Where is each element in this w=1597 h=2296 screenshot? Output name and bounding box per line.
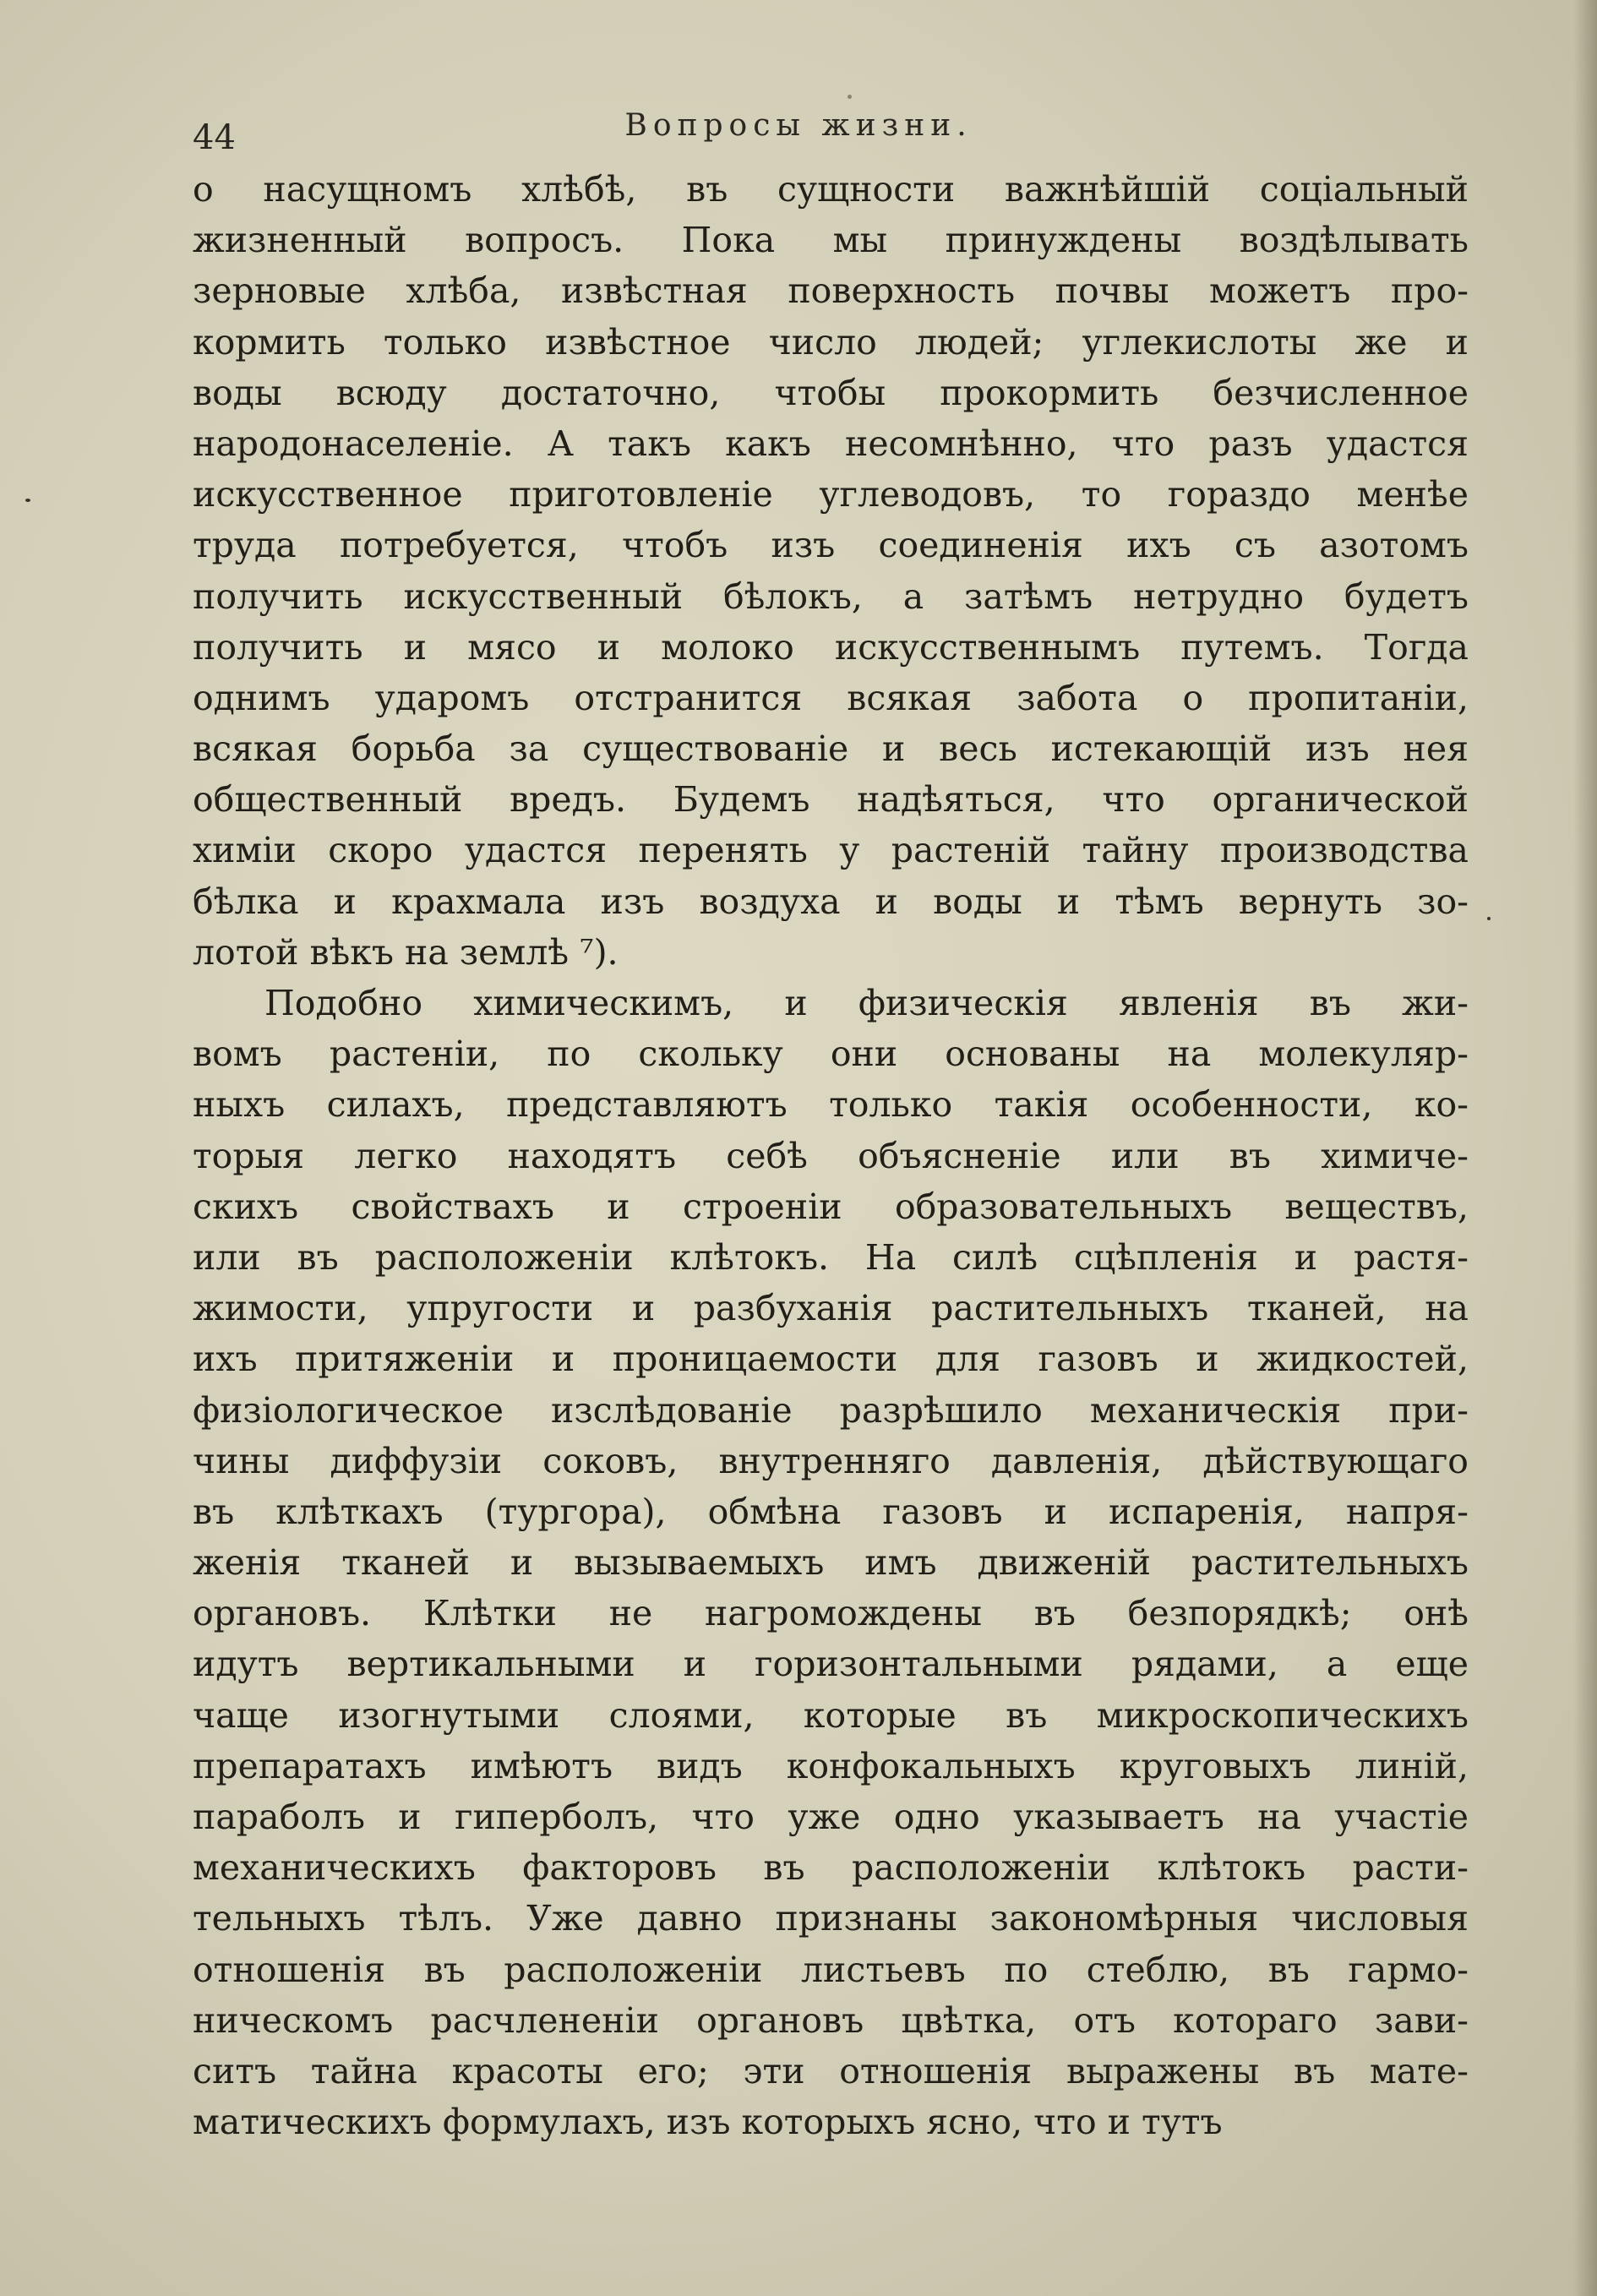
text-line: ситъ тайна красоты его; эти отношенія выражены въ мате-	[193, 2050, 1469, 2091]
text-line: торыя легко находятъ себѣ объясненіе или въ химиче-	[193, 1135, 1469, 1176]
text-line: искусственное приготовленіе углеводовъ, то гораздо менѣе	[193, 474, 1469, 515]
text-line: Подобно химическимъ, и физическія явленія въ жи-	[264, 983, 1469, 1023]
text-line: матическихъ формулахъ, изъ которыхъ ясно, что и тутъ	[193, 2102, 1223, 2143]
text-line: въ клѣткахъ (тургора), обмѣна газовъ и испаренія, напря-	[193, 1491, 1469, 1532]
body-text	[193, 164, 1469, 2147]
text-line: физіологическое изслѣдованіе разрѣшило механическія при-	[193, 1389, 1469, 1431]
text-line: народонаселеніе. А такъ какъ несомнѣнно, что разъ удастся	[193, 423, 1469, 464]
text-line: ныхъ силахъ, представляютъ только такія особенности, ко-	[193, 1084, 1469, 1126]
text-line: лотой вѣкъ на землѣ ⁷).	[193, 931, 619, 973]
running-title: Вопросы жизни.	[624, 108, 973, 143]
text-line: чины диффузіи соковъ, внутренняго давленія, дѣйствующаго	[193, 1440, 1469, 1481]
text-line: зерновые хлѣба, извѣстная поверхность почвы можетъ про-	[193, 270, 1469, 312]
text-line: однимъ ударомъ отстранится всякая забота о пропитаніи,	[193, 677, 1469, 718]
ink-speck	[848, 95, 852, 99]
paragraph-1	[193, 164, 1469, 978]
page-edge-shadow	[1573, 0, 1597, 2296]
text-line: органовъ. Клѣтки не нагромождены въ безпорядкѣ; онѣ	[193, 1593, 1469, 1634]
text-line: кормить только извѣстное число людей; углекислоты же и	[193, 321, 1469, 363]
text-line: труда потребуется, чтобъ изъ соединенія ихъ съ азотомъ	[193, 525, 1469, 566]
text-line: получить искусственный бѣлокъ, а затѣмъ нетрудно будетъ	[193, 575, 1469, 617]
text-line: воды всюду достаточно, чтобы прокормить безчисленное	[193, 372, 1469, 413]
text-line: ническомъ расчлененіи органовъ цвѣтка, отъ котораго зави-	[193, 1999, 1469, 2041]
text-line: общественный вредъ. Будемъ надѣяться, что органической	[193, 779, 1469, 821]
text-line: жимости, упругости и разбуханія растительныхъ тканей, на	[193, 1288, 1469, 1329]
text-line: чаще изогнутыми слоями, которые въ микроскопическихъ	[193, 1694, 1469, 1736]
text-line: скихъ свойствахъ и строеніи образовательныхъ веществъ,	[193, 1186, 1469, 1227]
text-line: тельныхъ тѣлъ. Уже давно признаны закономѣрныя числовыя	[193, 1898, 1469, 1939]
text-line: химіи скоро удастся перенять у растеній тайну производства	[193, 830, 1469, 871]
text-line: вомъ растеніи, по скольку они основаны на молекуляр-	[193, 1033, 1469, 1075]
text-line: получить и мясо и молоко искусственнымъ путемъ. Тогда	[193, 626, 1469, 668]
text-line: параболъ и гиперболъ, что уже одно указываетъ на участіе	[193, 1797, 1469, 1837]
text-line: механическихъ факторовъ въ расположеніи клѣтокъ расти-	[193, 1847, 1469, 1889]
text-line: или въ расположеніи клѣтокъ. На силѣ сцѣпленія и растя-	[193, 1236, 1469, 1278]
text-line: жизненный вопросъ. Пока мы принуждены воздѣлывать	[193, 220, 1469, 261]
text-line: о насущномъ хлѣбѣ, въ сущности важнѣйшій соціальный	[193, 169, 1469, 210]
text-line: идутъ вертикальными и горизонтальными рядами, а еще	[193, 1644, 1469, 1685]
page-number: 44	[193, 118, 236, 157]
text-line: бѣлка и крахмала изъ воздуха и воды и тѣмъ вернуть зо-	[193, 881, 1469, 922]
text-line: отношенія въ расположеніи листьевъ по стеблю, въ гармо-	[193, 1949, 1469, 1990]
text-line: ихъ притяженіи и проницаемости для газовъ и жидкостей,	[193, 1339, 1469, 1380]
page-header	[0, 108, 1597, 159]
text-line: женія тканей и вызываемыхъ имъ движеній растительныхъ	[193, 1542, 1469, 1584]
ink-speck	[25, 499, 30, 502]
paragraph-2	[193, 978, 1469, 2147]
text-line: препаратахъ имѣютъ видъ конфокальныхъ круговыхъ линій,	[193, 1745, 1469, 1786]
ink-speck	[1487, 917, 1491, 920]
text-line: всякая борьба за существованіе и весь истекающій изъ нея	[193, 728, 1469, 770]
